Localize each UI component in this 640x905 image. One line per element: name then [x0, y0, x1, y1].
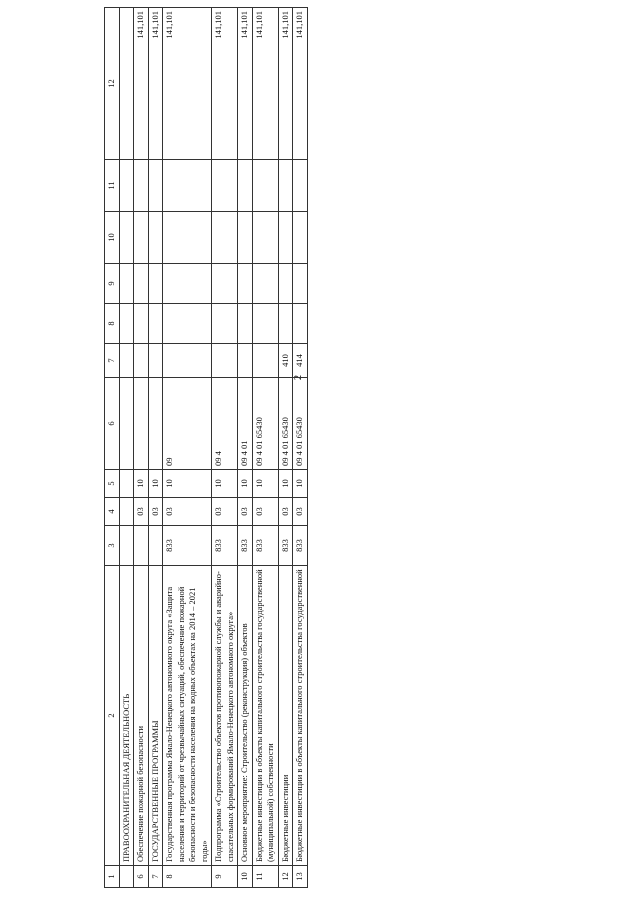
- table-cell-c2: ГОСУДАРСТВЕННЫЕ ПРОГРАММЫ: [148, 566, 162, 866]
- table-cell-c2: Государственная программа Ямало-Ненецкого автономного округа «Защита населения и территорий от чрезвычайных ситуаций, обеспечение пожарной безопасности и безопасности населения на водных объектах на 2014 – 2021 годы»: [163, 566, 212, 866]
- table-cell-c7: [148, 344, 162, 378]
- table-cell-c6: [148, 378, 162, 470]
- table-cell-c11: [120, 160, 134, 212]
- table-cell-c9: [238, 264, 252, 304]
- table-cell-c5: 10: [278, 470, 292, 498]
- table-cell-c8: [134, 304, 148, 344]
- table-cell-c6: 09 4 01: [238, 378, 252, 470]
- table-cell-c9: [212, 264, 238, 304]
- table-cell-c7: [212, 344, 238, 378]
- table-cell-c7: 410: [278, 344, 292, 378]
- header-cell: 11: [105, 160, 120, 212]
- table-cell-c4: 03: [238, 498, 252, 526]
- table-cell-c11: [293, 160, 307, 212]
- table-cell-c12: [120, 8, 134, 160]
- table-cell-c4: 03: [252, 498, 278, 526]
- table-cell-c5: 10: [212, 470, 238, 498]
- table-body: [120, 8, 308, 888]
- table-cell-c9: [120, 264, 134, 304]
- table-cell-c2: ПРАВООХРАНИТЕЛЬНАЯ ДЕЯТЕЛЬНОСТЬ: [120, 566, 134, 866]
- header-cell: 2: [105, 566, 120, 866]
- table-cell-c3: [134, 526, 148, 566]
- table-cell-c5: 10: [148, 470, 162, 498]
- table-cell-c2: Подпрограмма «Строительство объектов противопожарной службы и аварийно-спасательных формирований Ямало-Ненецкого автономного округа»: [212, 566, 238, 866]
- table-cell-c8: [238, 304, 252, 344]
- table-cell-c5: [120, 470, 134, 498]
- table-cell-c12: 141,101: [238, 8, 252, 160]
- table-cell-c8: [252, 304, 278, 344]
- table-cell-c10: [238, 212, 252, 264]
- table-cell-c11: [134, 160, 148, 212]
- table-row: [212, 8, 238, 888]
- table-cell-c10: [293, 212, 307, 264]
- table-cell-c11: [238, 160, 252, 212]
- table-cell-c9: [163, 264, 212, 304]
- header-row: [105, 8, 120, 888]
- table-cell-c7: [252, 344, 278, 378]
- table-cell-c4: [120, 498, 134, 526]
- table-cell-c8: [293, 304, 307, 344]
- table-cell-c12: 141,101: [293, 8, 307, 160]
- table-cell-c6: 09 4: [212, 378, 238, 470]
- table-cell-c1: 11: [252, 866, 278, 888]
- table-cell-c5: 10: [293, 470, 307, 498]
- table-cell-c4: 03: [293, 498, 307, 526]
- table-cell-c2: Бюджетные инвестиции в объекты капитального строительства государственной (муниципальной) собственности: [252, 566, 278, 866]
- table-row: [293, 8, 307, 888]
- table-cell-c1: 6: [134, 866, 148, 888]
- table-cell-c5: 10: [163, 470, 212, 498]
- table-row: [148, 8, 162, 888]
- table-cell-c9: [293, 264, 307, 304]
- table-cell-c1: 12: [278, 866, 292, 888]
- table-cell-c4: 03: [212, 498, 238, 526]
- rotated-sheet: [104, 8, 582, 888]
- table-cell-c9: [252, 264, 278, 304]
- header-cell: 8: [105, 304, 120, 344]
- table-cell-c12: 141,101: [163, 8, 212, 160]
- header-cell: 3: [105, 526, 120, 566]
- table-cell-c11: [252, 160, 278, 212]
- table-cell-c5: 10: [134, 470, 148, 498]
- table-cell-c8: [278, 304, 292, 344]
- table-cell-c4: 03: [163, 498, 212, 526]
- table-cell-c6: 09: [163, 378, 212, 470]
- table-cell-c6: [120, 378, 134, 470]
- table-cell-c12: 141,101: [278, 8, 292, 160]
- table-cell-c2: Основное мероприятие: Строительство (реконструкция) объектов: [238, 566, 252, 866]
- table-cell-c4: 03: [278, 498, 292, 526]
- table-cell-c1: 9: [212, 866, 238, 888]
- table-cell-c8: [148, 304, 162, 344]
- table-cell-c10: [278, 212, 292, 264]
- header-cell: 7: [105, 344, 120, 378]
- table-cell-c11: [148, 160, 162, 212]
- table-row: [134, 8, 148, 888]
- page-number: 2: [293, 375, 304, 380]
- header-cell: 4: [105, 498, 120, 526]
- table-row: [252, 8, 278, 888]
- table-cell-c3: [120, 526, 134, 566]
- table-cell-c7: [120, 344, 134, 378]
- table-cell-c7: 414: [293, 344, 307, 378]
- table-cell-c10: [120, 212, 134, 264]
- table-cell-c2: Обеспечение пожарной безопасности: [134, 566, 148, 866]
- table-cell-c6: 09 4 01 65430: [252, 378, 278, 470]
- table-cell-c12: 141,101: [212, 8, 238, 160]
- table-cell-c9: [278, 264, 292, 304]
- budget-table: [104, 7, 308, 888]
- table-cell-c10: [148, 212, 162, 264]
- table-cell-c7: [134, 344, 148, 378]
- table-cell-c5: 10: [252, 470, 278, 498]
- table-cell-c3: 833: [293, 526, 307, 566]
- table-cell-c4: 03: [148, 498, 162, 526]
- header-cell: 1: [105, 866, 120, 888]
- table-cell-c3: [148, 526, 162, 566]
- table-cell-c8: [163, 304, 212, 344]
- table-cell-c2: Бюджетные инвестиции в объекты капитального строительства государственной: [293, 566, 307, 866]
- table-cell-c3: 833: [252, 526, 278, 566]
- table-cell-c10: [163, 212, 212, 264]
- table-cell-c2: Бюджетные инвестиции: [278, 566, 292, 866]
- table-cell-c8: [212, 304, 238, 344]
- table-cell-c1: 13: [293, 866, 307, 888]
- table-row: [278, 8, 292, 888]
- table-cell-c11: [212, 160, 238, 212]
- table-cell-c9: [134, 264, 148, 304]
- table-cell-c11: [278, 160, 292, 212]
- table-cell-c10: [252, 212, 278, 264]
- table-cell-c12: 141,101: [252, 8, 278, 160]
- table-cell-c12: 141,101: [148, 8, 162, 160]
- table-cell-c1: 8: [163, 866, 212, 888]
- table-cell-c7: [163, 344, 212, 378]
- table-row: [238, 8, 252, 888]
- header-cell: 9: [105, 264, 120, 304]
- header-cell: 5: [105, 470, 120, 498]
- table-cell-c5: 10: [238, 470, 252, 498]
- table-cell-c10: [134, 212, 148, 264]
- table-cell-c1: [120, 866, 134, 888]
- table-cell-c7: [238, 344, 252, 378]
- header-cell: 10: [105, 212, 120, 264]
- table-cell-c6: 09 4 01 65430: [278, 378, 292, 470]
- table-cell-c3: 833: [238, 526, 252, 566]
- table-cell-c1: 7: [148, 866, 162, 888]
- table-cell-c10: [212, 212, 238, 264]
- table-cell-c6: [134, 378, 148, 470]
- table-cell-c12: 141,101: [134, 8, 148, 160]
- table-cell-c6: 09 4 01 65430: [293, 378, 307, 470]
- table-cell-c3: 833: [278, 526, 292, 566]
- table-row: [163, 8, 212, 888]
- table-cell-c3: 833: [212, 526, 238, 566]
- table-cell-c3: 833: [163, 526, 212, 566]
- table-row: [120, 8, 134, 888]
- table-cell-c11: [163, 160, 212, 212]
- table-cell-c8: [120, 304, 134, 344]
- table-cell-c4: 03: [134, 498, 148, 526]
- header-cell: 12: [105, 8, 120, 160]
- table-cell-c1: 10: [238, 866, 252, 888]
- header-cell: 6: [105, 378, 120, 470]
- table-cell-c9: [148, 264, 162, 304]
